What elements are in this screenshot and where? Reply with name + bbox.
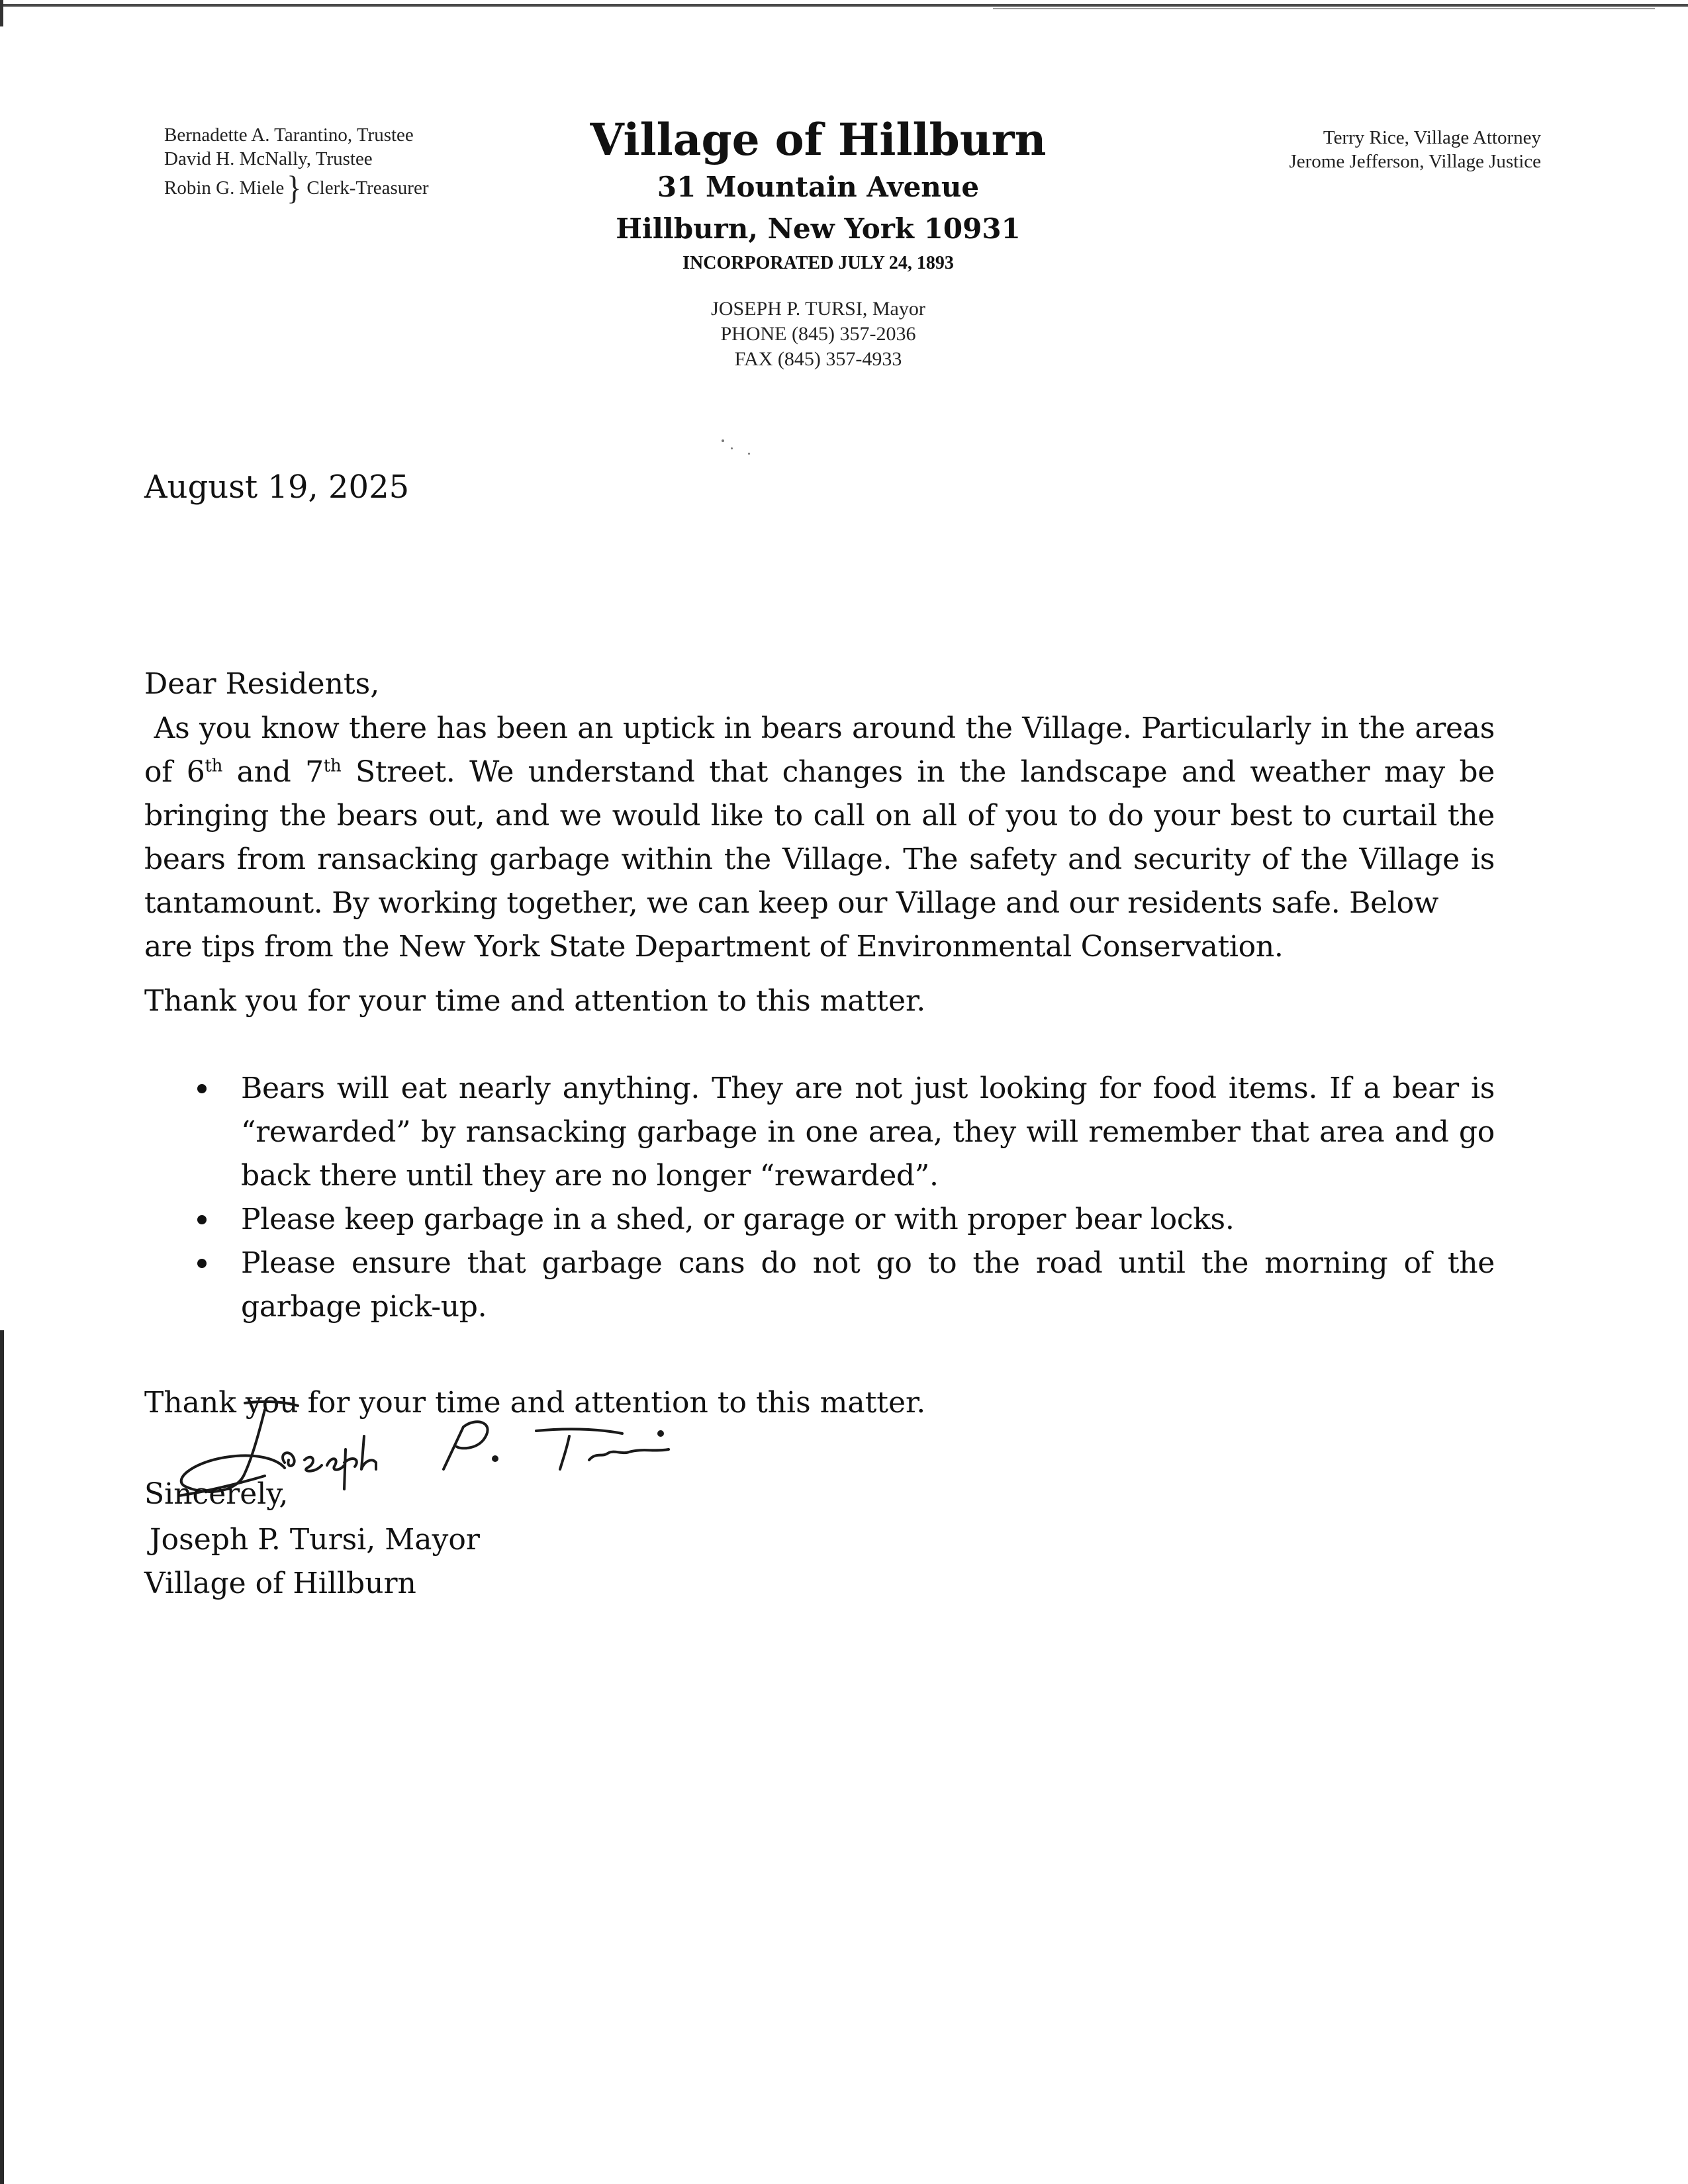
- letterhead-title: Village of Hillburn: [590, 114, 1047, 165]
- letterhead-contact: [553, 296, 1083, 372]
- scan-top-rule-faint: [993, 8, 1655, 9]
- scan-speck: [731, 447, 733, 449]
- thank-you-line-closing: Thank you for your time and attention to this matter.: [144, 1386, 926, 1420]
- clerk-title: Clerk-Treasurer: [306, 177, 429, 199]
- clerk-name: Robin G. Miele: [164, 177, 285, 199]
- body-fragment: Street. We understand that changes in the landscape and weather may be: [341, 755, 1495, 789]
- letter-date: August 19, 2025: [144, 469, 410, 506]
- letterhead-right-officials: [1289, 126, 1541, 173]
- clerk-row: [164, 169, 429, 206]
- bullet-icon: [197, 1259, 207, 1268]
- tip-text: Bears will eat nearly anything. They are not just looking for food items. If a bear is “rewarded” by ransacking garbage in one area, they will remember that area and go back there until they are no longer “rewarded”.: [241, 1071, 1495, 1193]
- body-line: As you know there has been an uptick in bears around the Village. Particularly in the areas: [144, 711, 1495, 745]
- body-line: are tips from the New York State Department of Environmental Conservation.: [144, 930, 1284, 964]
- mayor-line: JOSEPH P. TURSI, Mayor: [711, 298, 925, 320]
- scan-left-edge: [0, 1330, 4, 2184]
- body-fragment: of 6: [144, 755, 205, 789]
- body-fragment: and 7: [222, 755, 324, 789]
- scan-top-rule: [0, 4, 1688, 7]
- list-item: [192, 1198, 1495, 1242]
- official-line: Terry Rice, Village Attorney: [1323, 127, 1541, 148]
- body-line: bears from ransacking garbage within the Village. The safety and security of the Village is: [144, 842, 1495, 876]
- scan-speck: [722, 439, 724, 442]
- thank-you-line: Thank you for your time and attention to this matter.: [144, 984, 926, 1018]
- tips-list: [192, 1067, 1495, 1329]
- scan-left-edge-mark: [0, 0, 3, 26]
- signer-organization: Village of Hillburn: [144, 1567, 416, 1600]
- letterhead-city: Hillburn, New York 10931: [616, 212, 1021, 245]
- official-line: David H. McNally, Trustee: [164, 148, 373, 169]
- ordinal-suffix: th: [323, 756, 342, 776]
- letterhead-street: 31 Mountain Avenue: [657, 171, 980, 203]
- letterhead-incorporated: INCORPORATED JULY 24, 1893: [682, 253, 954, 273]
- official-line: Bernadette A. Tarantino, Trustee: [164, 124, 414, 146]
- body-line: bringing the bears out, and we would like to call on all of you to do your best to curtail the: [144, 799, 1495, 833]
- salutation: Dear Residents,: [144, 667, 380, 701]
- scan-speck: [748, 453, 750, 455]
- phone-line: PHONE (845) 357-2036: [720, 323, 916, 345]
- closing-salutation: Sincerely,: [144, 1477, 289, 1511]
- letterhead-center: [553, 114, 1083, 372]
- fax-line: FAX (845) 357-4933: [734, 348, 902, 370]
- ordinal-suffix: th: [205, 756, 223, 776]
- signer-name: Joseph P. Tursi, Mayor: [150, 1523, 480, 1557]
- bullet-icon: [197, 1084, 207, 1093]
- tip-text: Please keep garbage in a shed, or garage or with proper bear locks.: [241, 1203, 1235, 1236]
- letter-body: [144, 707, 1495, 969]
- clerk-brace: }: [287, 169, 302, 206]
- body-line: tantamount. By working together, we can keep our Village and our residents safe. Below: [144, 886, 1439, 920]
- official-line: Jerome Jefferson, Village Justice: [1289, 151, 1541, 172]
- letterhead-left-officials: [164, 123, 429, 206]
- tip-text: Please ensure that garbage cans do not go to the road until the morning of the garbage pick-up.: [241, 1246, 1495, 1324]
- list-item: [192, 1242, 1495, 1329]
- list-item: [192, 1067, 1495, 1198]
- body-line: [144, 751, 1495, 794]
- bullet-icon: [197, 1215, 207, 1224]
